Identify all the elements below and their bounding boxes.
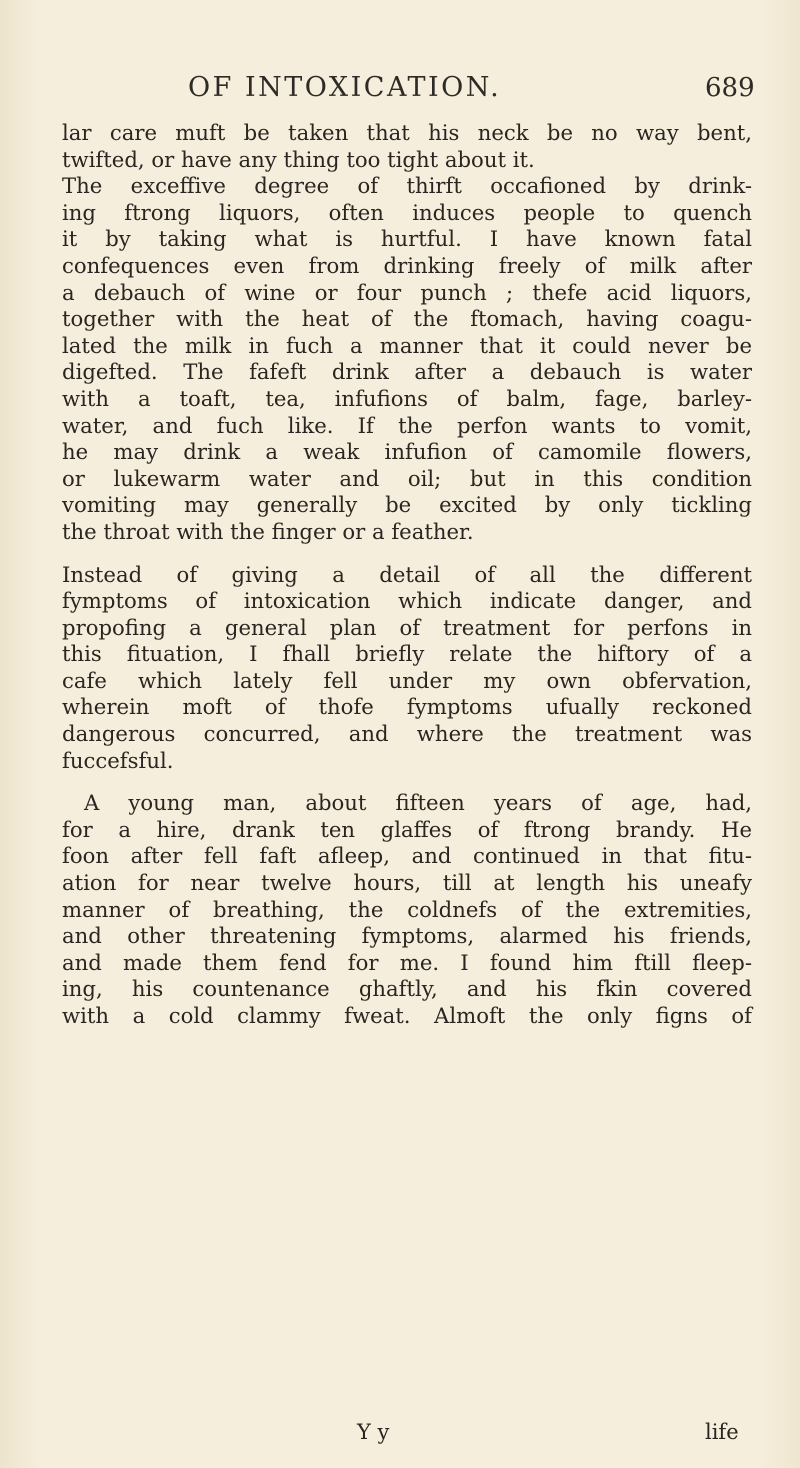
text-line: foon after fell faft afleep, and continued in that fitu- (62, 843, 752, 869)
paragraph (62, 562, 752, 775)
paragraph (62, 790, 752, 1029)
page-header (0, 72, 800, 112)
text-line: ing ftrong liquors, often induces people to quench (62, 199, 752, 225)
page-footer (0, 1420, 800, 1450)
text-line: water, and fuch like. If the perfon wants to vomit, (62, 412, 752, 438)
text-line: Instead of giving a detail of all the different (62, 561, 752, 587)
text-line: propofing a general plan of treatment for perfons in (62, 614, 752, 640)
text-line: and made them fend for me. I found him ftill fleep- (62, 949, 752, 975)
text-line: with a toaft, tea, infufions of balm, fage, barley- (62, 385, 752, 411)
text-line: dangerous concurred, and where the treatment was (62, 721, 752, 747)
text-line: he may drink a weak infufion of camomile flowers, (62, 439, 752, 465)
text-line: manner of breathing, the coldnefs of the extremities, (62, 896, 752, 922)
text-line: lated the milk in fuch a manner that it could never be (62, 332, 752, 358)
running-title: OF INTOXICATION. (188, 72, 502, 103)
text-line: fuccefsful. (62, 747, 174, 773)
text-line: A young man, about fifteen years of age, had, (84, 790, 752, 816)
paragraph (62, 173, 752, 545)
text-line: ing, his countenance ghaftly, and his fkin covered (62, 976, 752, 1002)
body-text (62, 120, 752, 1042)
catchword: life (705, 1420, 739, 1444)
text-line: digefted. The fafeft drink after a debauch is water (62, 359, 752, 385)
text-line: or lukewarm water and oil; but in this condition (62, 465, 752, 491)
text-line: cafe which lately fell under my own obfervation, (62, 667, 752, 693)
text-line: fymptoms of intoxication which indicate danger, and (62, 588, 752, 614)
signature-mark: Y y (357, 1420, 390, 1444)
text-line: it by taking what is hurtful. I have known fatal (62, 226, 752, 252)
text-line: confequences even from drinking freely of milk after (62, 252, 752, 278)
text-line: vomiting may generally be excited by only tickling (62, 492, 752, 518)
text-line: wherein moft of thofe fymptoms ufually reckoned (62, 694, 752, 720)
text-line: this fituation, I fhall briefly relate the hiftory of a (62, 641, 752, 667)
text-line: together with the heat of the ftomach, having coagu- (62, 306, 752, 332)
text-line: ation for near twelve hours, till at length his uneafy (62, 870, 752, 896)
text-line: a debauch of wine or four punch ; thefe acid liquors, (62, 279, 752, 305)
text-line: lar care muft be taken that his neck be no way bent, (62, 120, 752, 145)
text-line: for a hire, drank ten glaffes of ftrong brandy. He (62, 816, 752, 842)
paragraph (62, 120, 752, 173)
text-line: The exceffive degree of thirft occafioned by drink- (62, 173, 752, 199)
text-line: with a cold clammy fweat. Almoft the only figns of (62, 1003, 752, 1028)
text-line: the throat with the finger or a feather. (62, 518, 474, 544)
text-line: and other threatening fymptoms, alarmed his friends, (62, 923, 752, 949)
text-line: twifted, or have any thing too tight about it. (62, 146, 535, 172)
page-number: 689 (705, 73, 755, 103)
